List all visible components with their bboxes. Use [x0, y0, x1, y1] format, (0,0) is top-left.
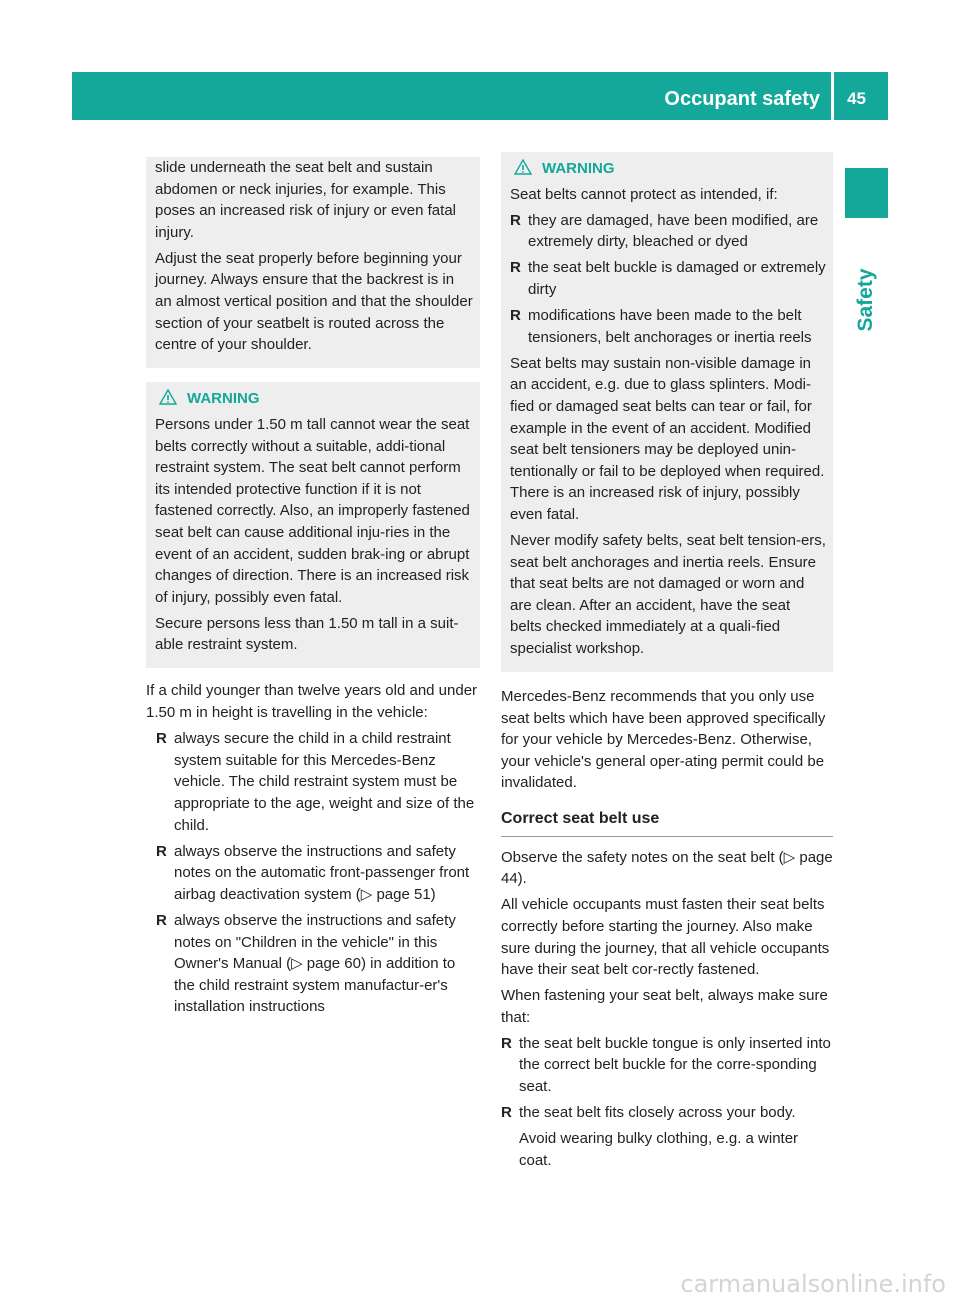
- watermark: carmanualsonline.info: [680, 1270, 946, 1298]
- paragraph: Persons under 1.50 m tall cannot wear the seat belts correctly without a suitable, addi-tional restraint system. The seat belt cannot perform its intended protective function if it is not fastened correctly. Also, an improperly fastened seat belt can cause additional inju-ries in the event of an accident, sudden brak-ing or abrupt changes of direction. There is an increased risk of injury, possibly even fatal.: [155, 415, 470, 606]
- right-column: [501, 152, 833, 1176]
- bullet-list: [146, 728, 480, 1018]
- paragraph: Secure persons less than 1.50 m tall in a suit-able restraint system.: [155, 614, 459, 654]
- list-item: R always secure the child in a child restraint system suitable for this Mercedes-Benz vehicle. The child restraint system must be appropriate to the age, weight and size of the child.: [156, 730, 475, 834]
- bullet-marker: R: [501, 1034, 512, 1052]
- paragraph: Observe the safety notes on the seat belt (▷ page 44).: [501, 848, 833, 888]
- paragraph: Seat belts cannot protect as intended, if:: [510, 185, 778, 203]
- warning-box: [146, 382, 480, 668]
- paragraph: All vehicle occupants must fasten their seat belts correctly before starting the journey. Also make sure during the journey, that all vehicle occupants have their seat belt cor-rectly fastened.: [501, 896, 830, 979]
- warning-triangle-icon: [514, 159, 532, 175]
- paragraph: Never modify safety belts, seat belt tension-ers, seat belt anchorages and inertia reels. Ensure that seat belts are not damaged or worn and are clean. After an accident, have the seat belts checked immediately at a quali-fied specialist workshop.: [510, 532, 826, 657]
- warning-heading: [510, 158, 826, 180]
- bullet-marker: R: [510, 307, 521, 325]
- paragraph: Mercedes-Benz recommends that you only use seat belts which have been approved specifically for your vehicle by Mercedes-Benz. Otherwise, your vehicle's general oper-ating permit could be invalidated.: [501, 688, 826, 792]
- list-item: R they are damaged, have been modified, are extremely dirty, bleached or dyed: [510, 211, 819, 251]
- bullet-marker: R: [510, 259, 521, 277]
- header-separator: [831, 72, 834, 120]
- bullet-list: [510, 210, 826, 349]
- warning-triangle-icon: [159, 389, 177, 405]
- warning-heading: [155, 388, 473, 410]
- header-bar: [72, 72, 888, 120]
- bullet-marker: R: [501, 1104, 512, 1122]
- left-column: [146, 157, 480, 1022]
- warning-heading-text: WARNING: [187, 390, 260, 408]
- list-item: R the seat belt buckle tongue is only inserted into the correct belt buckle for the corre-sponding seat.: [501, 1034, 831, 1096]
- bullet-marker: R: [156, 730, 167, 748]
- paragraph: When fastening your seat belt, always make sure that:: [501, 987, 828, 1026]
- list-item: R the seat belt fits closely across your body.: [501, 1102, 833, 1124]
- paragraph: Seat belts may sustain non-visible damage in an accident, e.g. due to glass splinters. Modi-fied or damaged seat belts can tear or fail, for example in the event of an accident. Modified seat belt tensioners may be deployed unin-tentionally or fail to be deployed when required. There is an increased risk of injury, possibly even fatal.: [510, 354, 825, 523]
- list-item: R always observe the instructions and safety notes on the automatic front-passenger front airbag deactivation system (▷ page 51): [156, 842, 470, 903]
- section-heading: Correct seat belt use: [501, 808, 833, 837]
- side-tab-label: Safety: [854, 268, 877, 332]
- side-tab-block: [845, 168, 888, 218]
- list-item: R the seat belt buckle is damaged or extremely dirty: [510, 259, 826, 298]
- paragraph: slide underneath the seat belt and sustain abdomen or neck injuries, for example. This poses an increased risk of injury or even fatal injury.: [155, 159, 456, 241]
- warning-box: [501, 152, 833, 672]
- list-item: R modifications have been made to the belt tensioners, belt anchorages or inertia reels: [510, 307, 812, 346]
- bullet-marker: R: [510, 211, 521, 229]
- warning-box-continued: [146, 157, 480, 368]
- list-item: R always observe the instructions and safety notes on "Children in the vehicle" in this Owner's Manual (▷ page 60) in addition to the child restraint system manufactur-er's installation instructions: [156, 911, 456, 1016]
- bullet-list: [501, 1033, 833, 1124]
- bullet-marker: R: [156, 911, 167, 929]
- page-number: 45: [847, 89, 866, 108]
- paragraph: Avoid wearing bulky clothing, e.g. a winter coat.: [519, 1130, 799, 1169]
- header-title: Occupant safety: [664, 88, 820, 110]
- paragraph: If a child younger than twelve years old and under 1.50 m in height is travelling in the vehicle:: [146, 682, 478, 722]
- warning-heading-text: WARNING: [542, 160, 615, 177]
- paragraph: Adjust the seat properly before beginning your journey. Always ensure that the backrest is in an almost vertical position and that the shoulder section of your seatbelt is routed across the centre of your shoulder.: [155, 249, 473, 354]
- bullet-marker: R: [156, 842, 167, 860]
